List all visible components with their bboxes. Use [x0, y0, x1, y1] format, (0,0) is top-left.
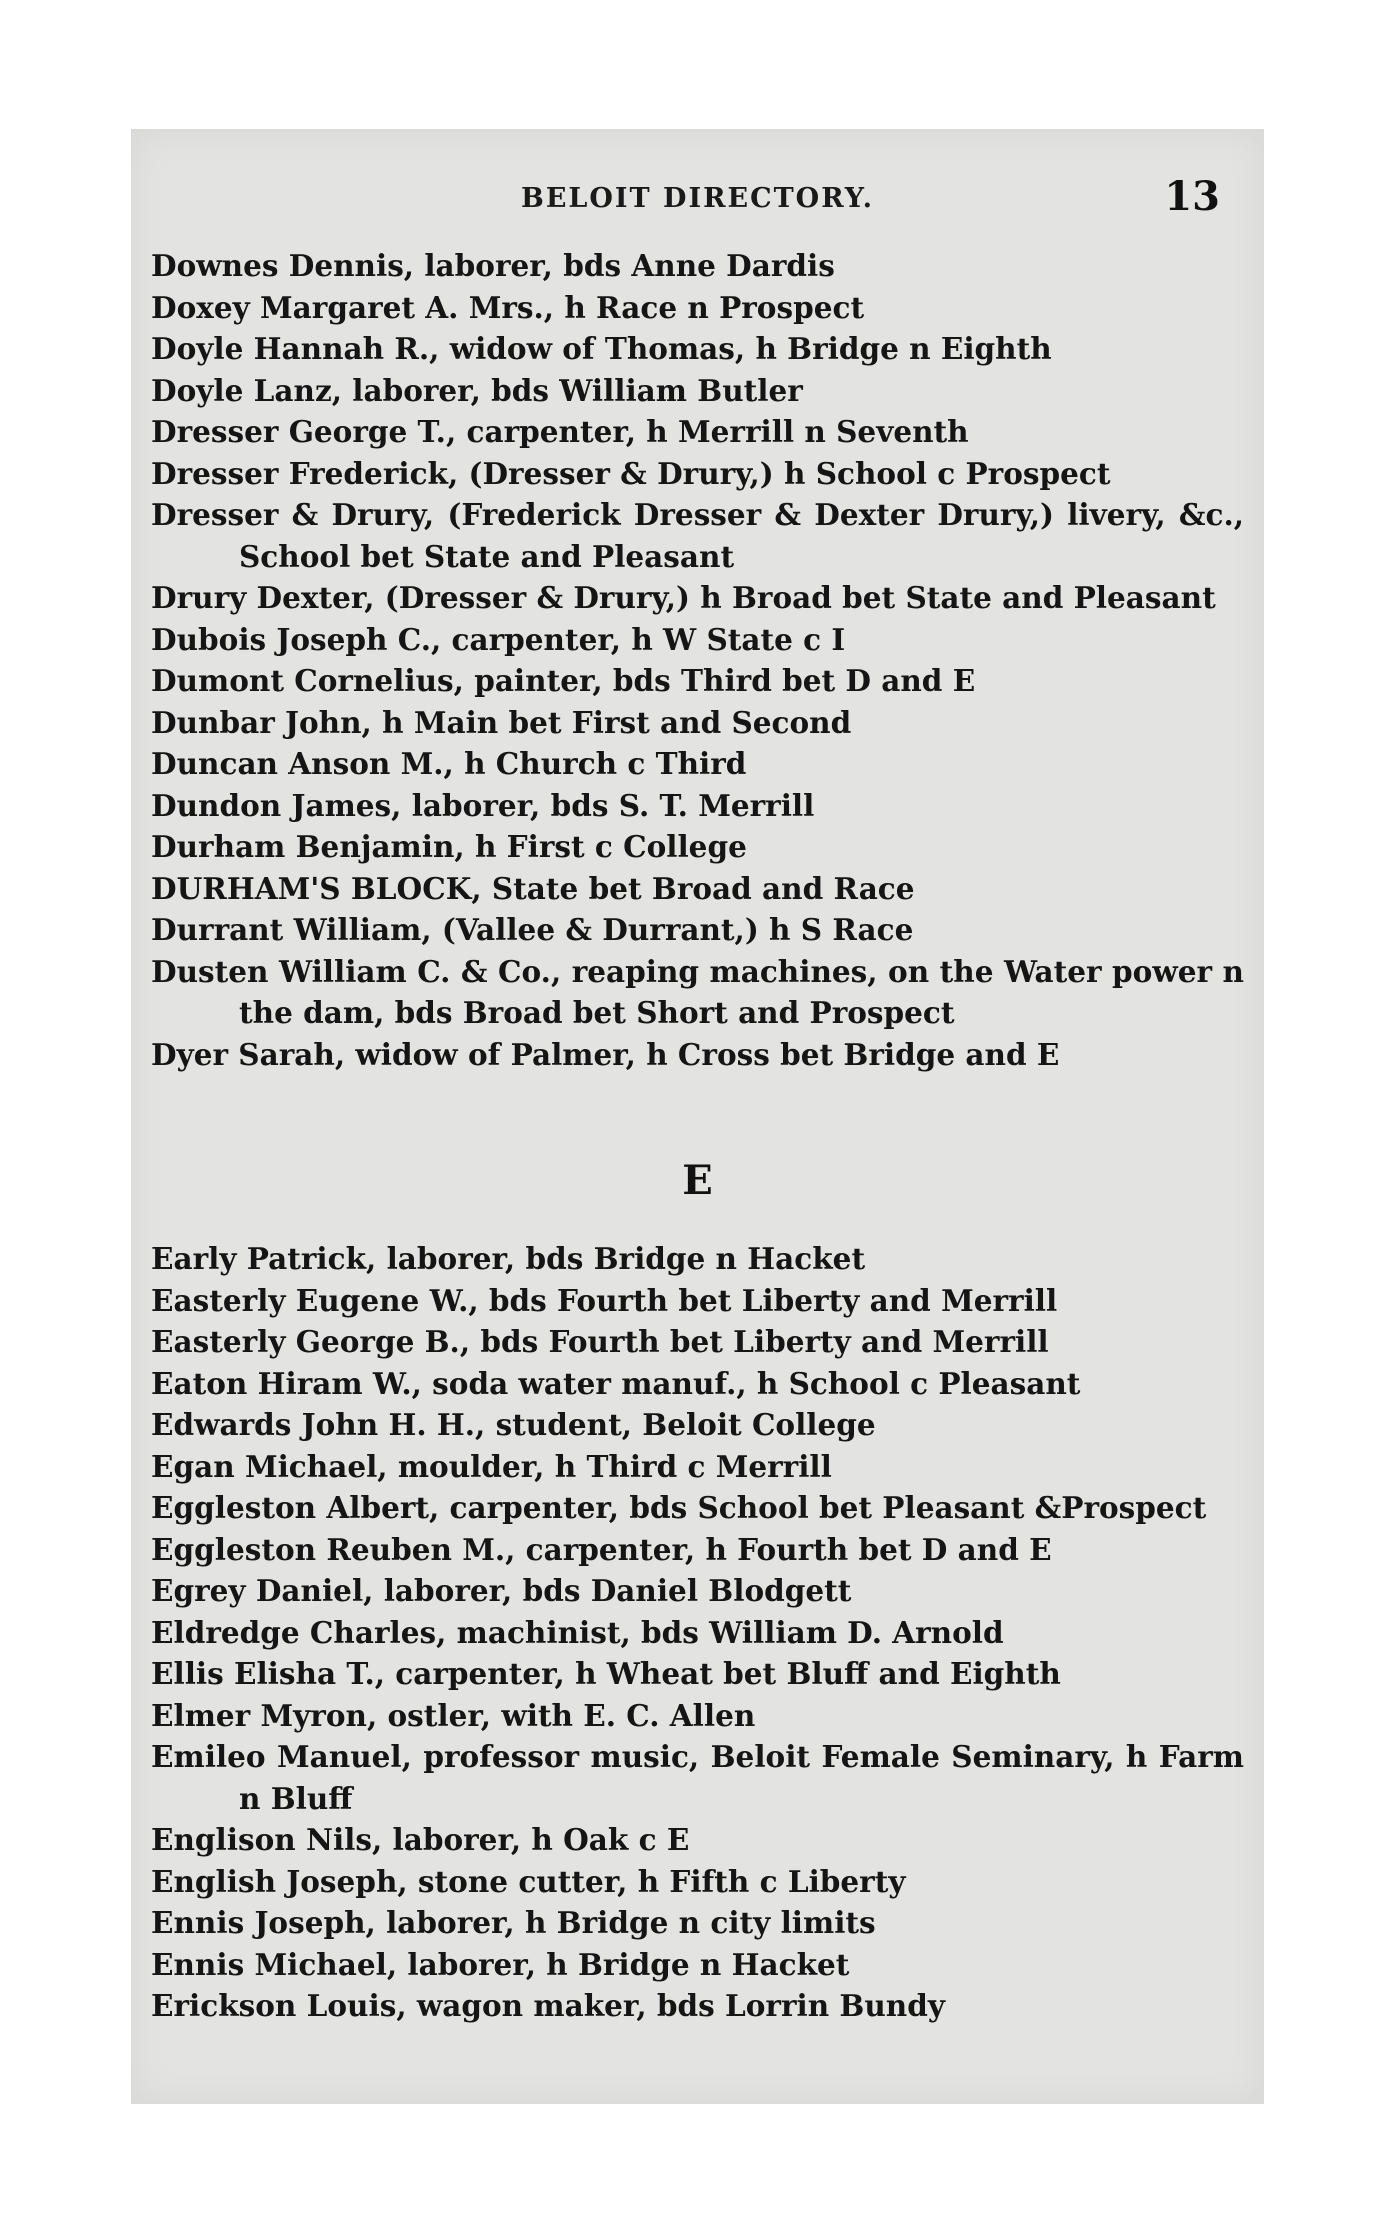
running-title: BELOIT DIRECTORY.	[521, 183, 874, 214]
entry: Dyer Sarah, widow of Palmer, h Cross bet Bridge and E	[151, 1036, 1060, 1072]
entry: Emileo Manuel, professor music, Beloit Female Seminary, h Farm n Bluff	[151, 1739, 1244, 1816]
entry: Dumont Cornelius, painter, bds Third bet D and E	[151, 663, 976, 698]
entry: Dundon James, laborer, bds S. T. Merrill	[151, 787, 815, 823]
entry: Ellis Elisha T., carpenter, h Wheat bet Bluff and Eighth	[151, 1656, 1061, 1691]
directory-page	[131, 129, 1264, 2104]
entry: Ennis Joseph, laborer, h Bridge n city limits	[151, 1905, 876, 1940]
entry: Erickson Louis, wagon maker, bds Lorrin Bundy	[151, 1988, 946, 2023]
entry: Elmer Myron, ostler, with E. C. Allen	[151, 1697, 756, 1733]
entry: Easterly Eugene W., bds Fourth bet Liberty and Merrill	[151, 1282, 1058, 1318]
entry: Doxey Margaret A. Mrs., h Race n Prospect	[151, 289, 865, 325]
entry: Dubois Joseph C., carpenter, h W State c I	[151, 621, 846, 657]
entry: Eldredge Charles, machinist, bds William D. Arnold	[151, 1614, 1004, 1650]
entry: English Joseph, stone cutter, h Fifth c Liberty	[151, 1863, 906, 1899]
entry: Egrey Daniel, laborer, bds Daniel Blodgett	[151, 1573, 852, 1608]
entry: Ennis Michael, laborer, h Bridge n Hacket	[151, 1946, 850, 1982]
entries-e-list	[151, 1238, 1244, 2027]
entry: Doyle Lanz, laborer, bds William Butler	[151, 372, 803, 408]
entry: Eaton Hiram W., soda water manuf., h School c Pleasant	[151, 1365, 1081, 1401]
entries-d-list	[151, 245, 1244, 1075]
entry: Eggleston Reuben M., carpenter, h Fourth bet D and E	[151, 1531, 1052, 1567]
entry: Dunbar John, h Main bet First and Second	[151, 704, 852, 740]
entry: Englison Nils, laborer, h Oak c E	[151, 1822, 690, 1857]
entry: Eggleston Albert, carpenter, bds School bet Pleasant &Prospect	[151, 1490, 1207, 1525]
entry: Duncan Anson M., h Church c Third	[151, 746, 747, 781]
entry: Durrant William, (Vallee & Durrant,) h S Race	[151, 912, 914, 947]
entry: Easterly George B., bds Fourth bet Liberty and Merrill	[151, 1324, 1049, 1359]
entry: Downes Dennis, laborer, bds Anne Dardis	[151, 248, 835, 283]
entry: Doyle Hannah R., widow of Thomas, h Bridge n Eighth	[151, 331, 1052, 366]
page-header	[131, 169, 1264, 229]
entry: DURHAM'S BLOCK, State bet Broad and Race	[151, 870, 915, 906]
entry: Drury Dexter, (Dresser & Drury,) h Broad bet State and Pleasant	[151, 580, 1216, 615]
entry: Edwards John H. H., student, Beloit College	[151, 1407, 876, 1442]
page-number: 13	[1164, 173, 1220, 220]
entry: Dusten William C. & Co., reaping machines, on the Water power n the dam, bds Broad bet Short and Prospect	[151, 953, 1244, 1030]
entry: Dresser Frederick, (Dresser & Drury,) h School c Prospect	[151, 455, 1111, 491]
entry: Dresser George T., carpenter, h Merrill n Seventh	[151, 414, 969, 449]
entry: Durham Benjamin, h First c College	[151, 829, 747, 864]
entry: Egan Michael, moulder, h Third c Merrill	[151, 1448, 832, 1484]
section-letter-heading: E	[682, 1157, 713, 1204]
entry: Dresser & Drury, (Frederick Dresser & Dexter Drury,) livery, &c., School bet State and Pleasant	[151, 497, 1244, 574]
entry: Early Patrick, laborer, bds Bridge n Hacket	[151, 1241, 866, 1276]
